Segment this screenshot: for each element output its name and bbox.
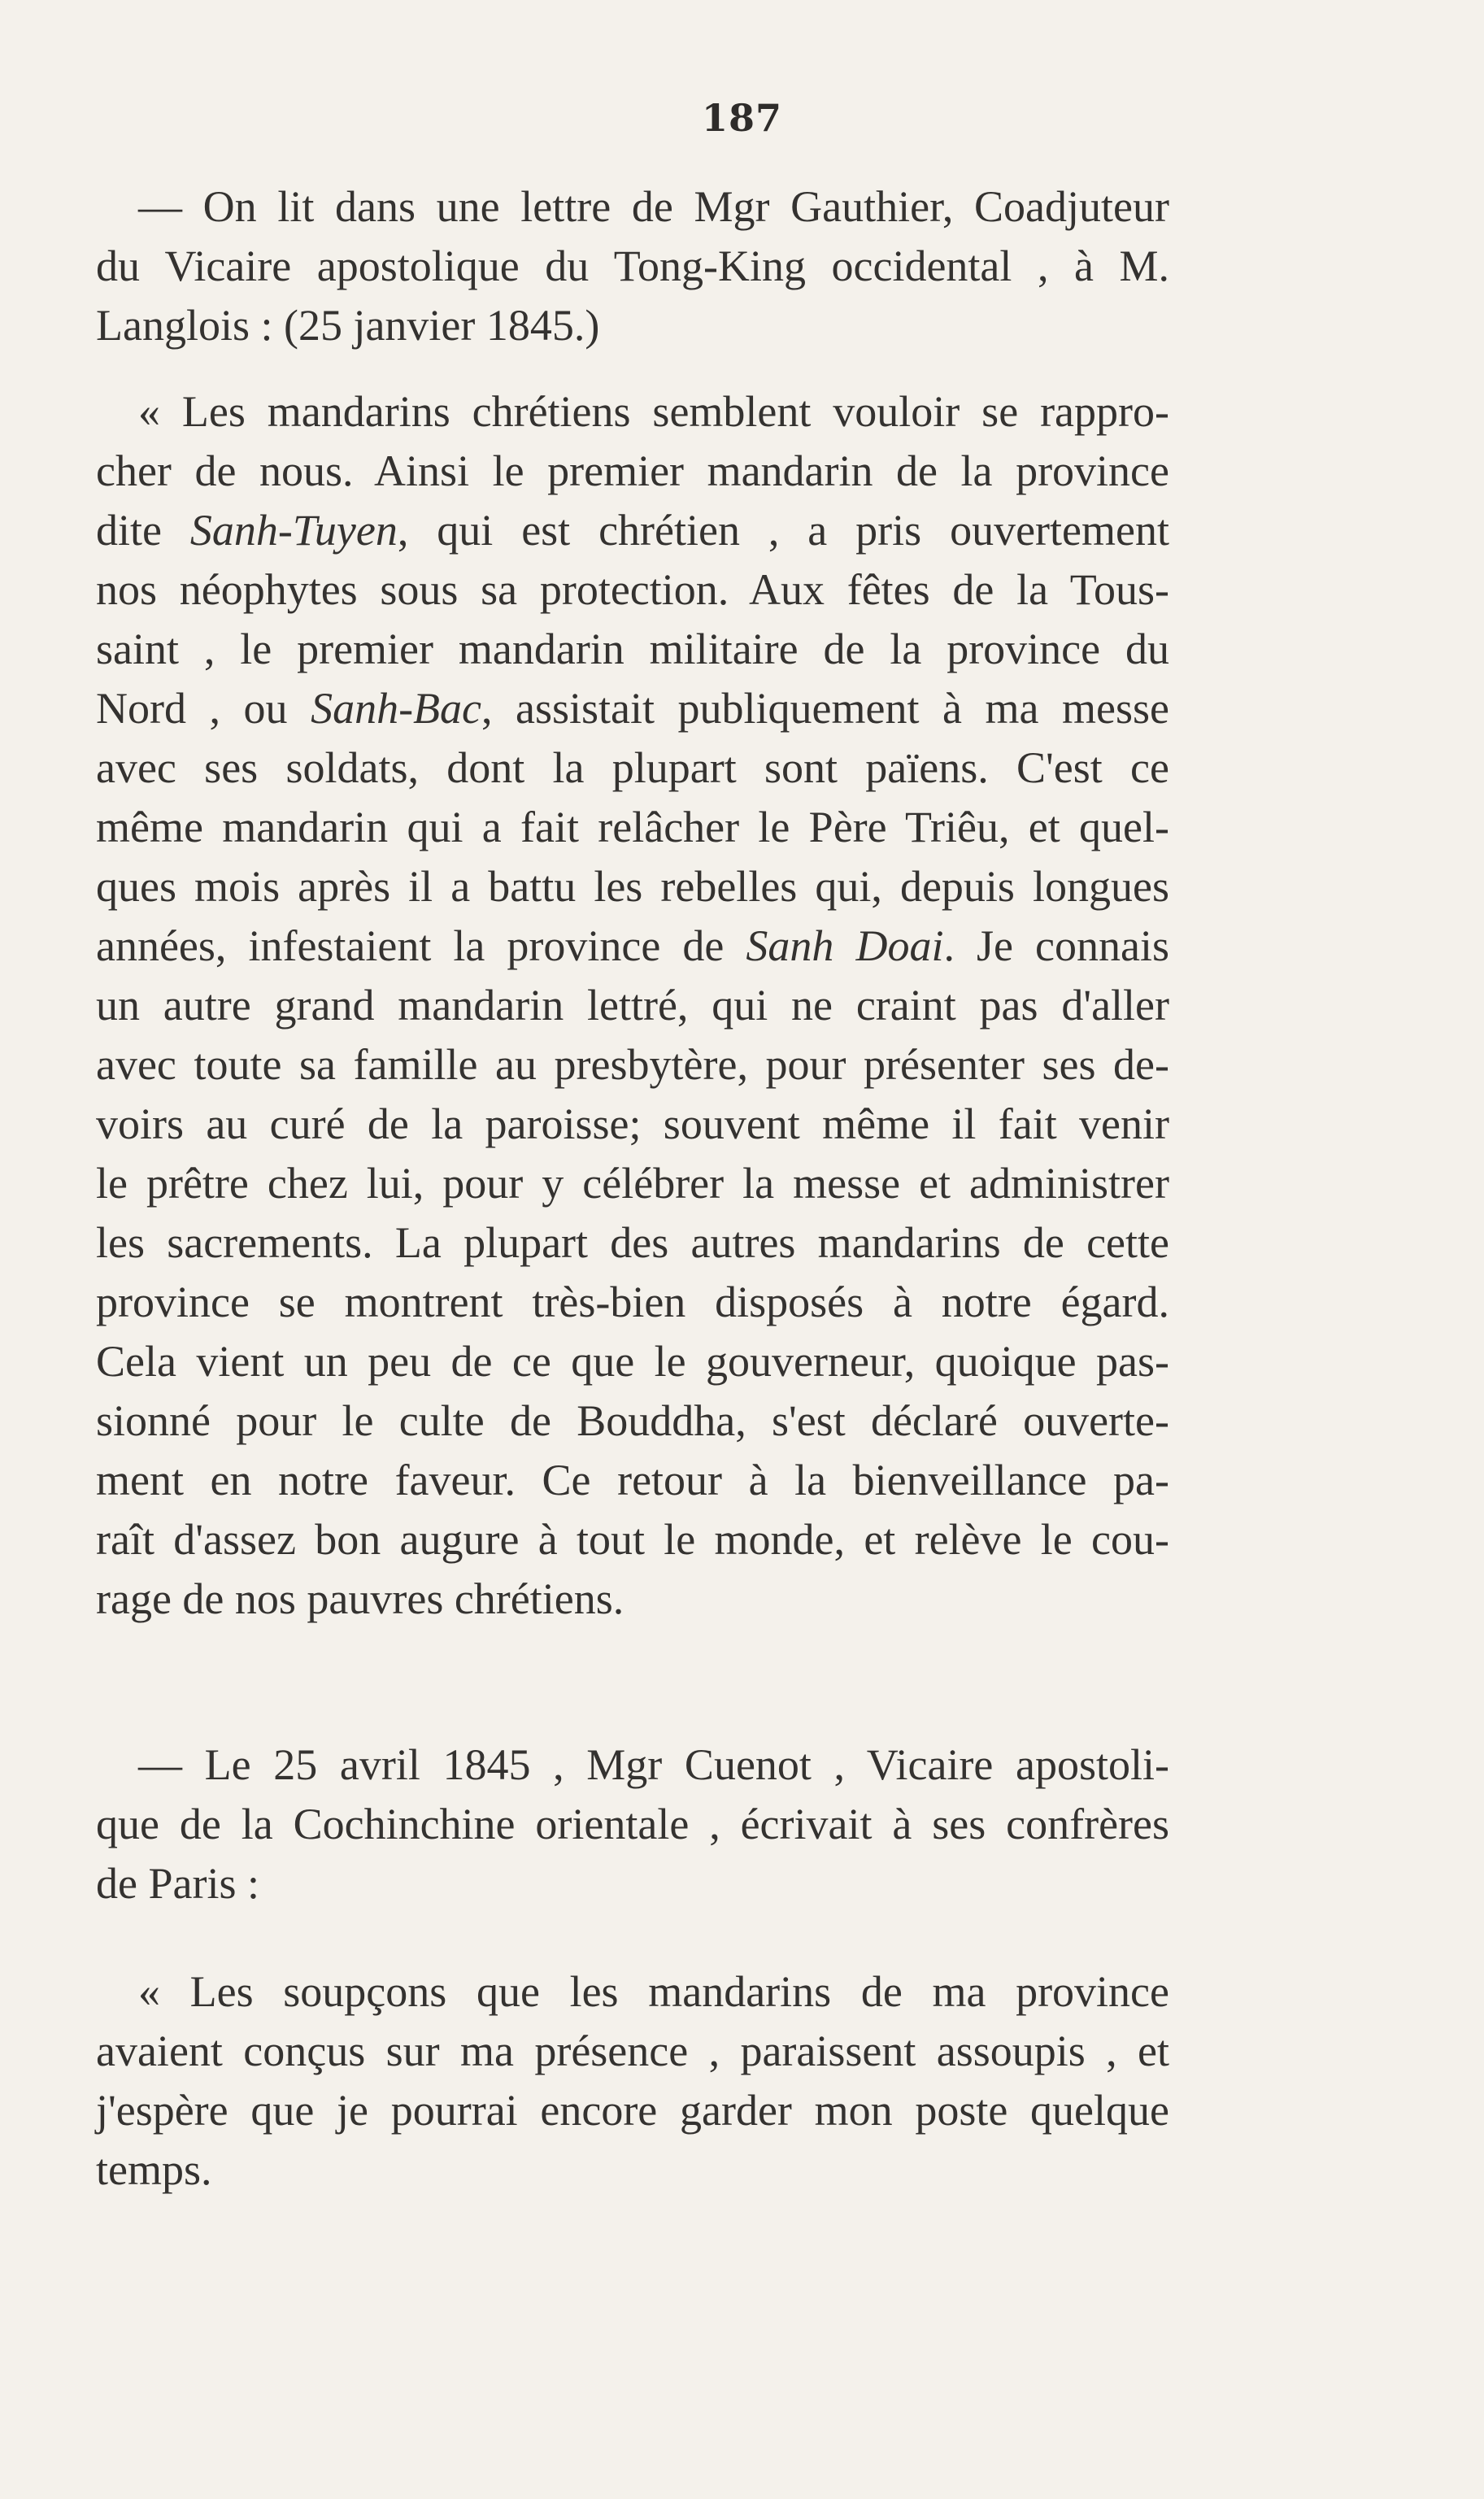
text-line [96,1962,1169,2021]
text-line: voirs au curé de la paroisse; souvent même il fait venir [96,1099,1169,1148]
text-line: que de la Cochinchine orientale , écrivait à ses confrères [96,1800,1169,1848]
text-line: du Vicaire apostolique du Tong-King occidental , à M. [96,242,1169,290]
place-name: Sanh Doai [746,921,944,970]
line-text: — Le 25 avril 1845 , Mgr Cuenot , Vicaire apostoli- [138,1740,1169,1789]
text-line: Langlois : (25 janvier 1845.) [96,301,600,350]
text-line: le prêtre chez lui, pour y célébrer la messe et administrer [96,1159,1169,1208]
text-line [96,501,1169,559]
text-line: avaient conçus sur ma présence , paraissent assoupis , et [96,2027,1169,2075]
text-line: avec ses soldats, dont la plupart sont païens. C'est ce [96,743,1169,792]
text-line: saint , le premier mandarin militaire de la province du [96,625,1169,673]
page-number: 187 [701,96,783,140]
text-line: rage de nos pauvres chrétiens. [96,1574,624,1623]
text-line: avec toute sa famille au presbytère, pour présenter ses de- [96,1040,1169,1089]
text-line: temps. [96,2145,212,2194]
line-text: Nord , ou [96,684,311,733]
line-text: . Je connais [943,921,1169,970]
text-line: même mandarin qui a fait relâcher le Père Triêu, et quel- [96,803,1169,851]
text-line [96,679,1169,738]
text-line: sionné pour le culte de Bouddha, s'est déclaré ouverte- [96,1396,1169,1445]
text-line: les sacrements. La plupart des autres mandarins de cette [96,1218,1169,1267]
line-text: « Les mandarins chrétiens semblent vouloir se rappro- [138,387,1169,436]
text-line: nos néophytes sous sa protection. Aux fêtes de la Tous- [96,565,1169,614]
line-text: dite [96,506,190,555]
text-line: Cela vient un peu de ce que le gouverneur, quoique pas- [96,1337,1169,1386]
text-line [96,1735,1169,1794]
text-line [96,382,1169,441]
line-text: années, infestaient la province de [96,921,746,970]
line-text: — On lit dans une lettre de Mgr Gauthier, Coadjuteur [138,182,1169,231]
text-line: un autre grand mandarin lettré, qui ne craint pas d'aller [96,981,1169,1030]
text-line: ment en notre faveur. Ce retour à la bienveillance pa- [96,1456,1169,1504]
text-line: raît d'assez bon augure à tout le monde, et relève le cou- [96,1515,1169,1564]
text-line: j'espère que je pourrai encore garder mon poste quelque [96,2086,1169,2135]
place-name: Sanh-Bac [311,684,481,733]
line-text: , qui est chrétien , a pris ouvertement [397,506,1169,555]
line-text: « Les soupçons que les mandarins de ma province [138,1967,1169,2016]
place-name: Sanh-Tuyen [189,506,398,555]
text-line: de Paris : [96,1859,259,1908]
text-line: cher de nous. Ainsi le premier mandarin de la province [96,446,1169,495]
text-line: province se montrent très-bien disposés à notre égard. [96,1278,1169,1326]
text-line [96,916,1169,975]
text-line: ques mois après il a battu les rebelles qui, depuis longues [96,862,1169,911]
text-line [96,177,1169,236]
line-text: , assistait publiquement à ma messe [481,684,1169,733]
